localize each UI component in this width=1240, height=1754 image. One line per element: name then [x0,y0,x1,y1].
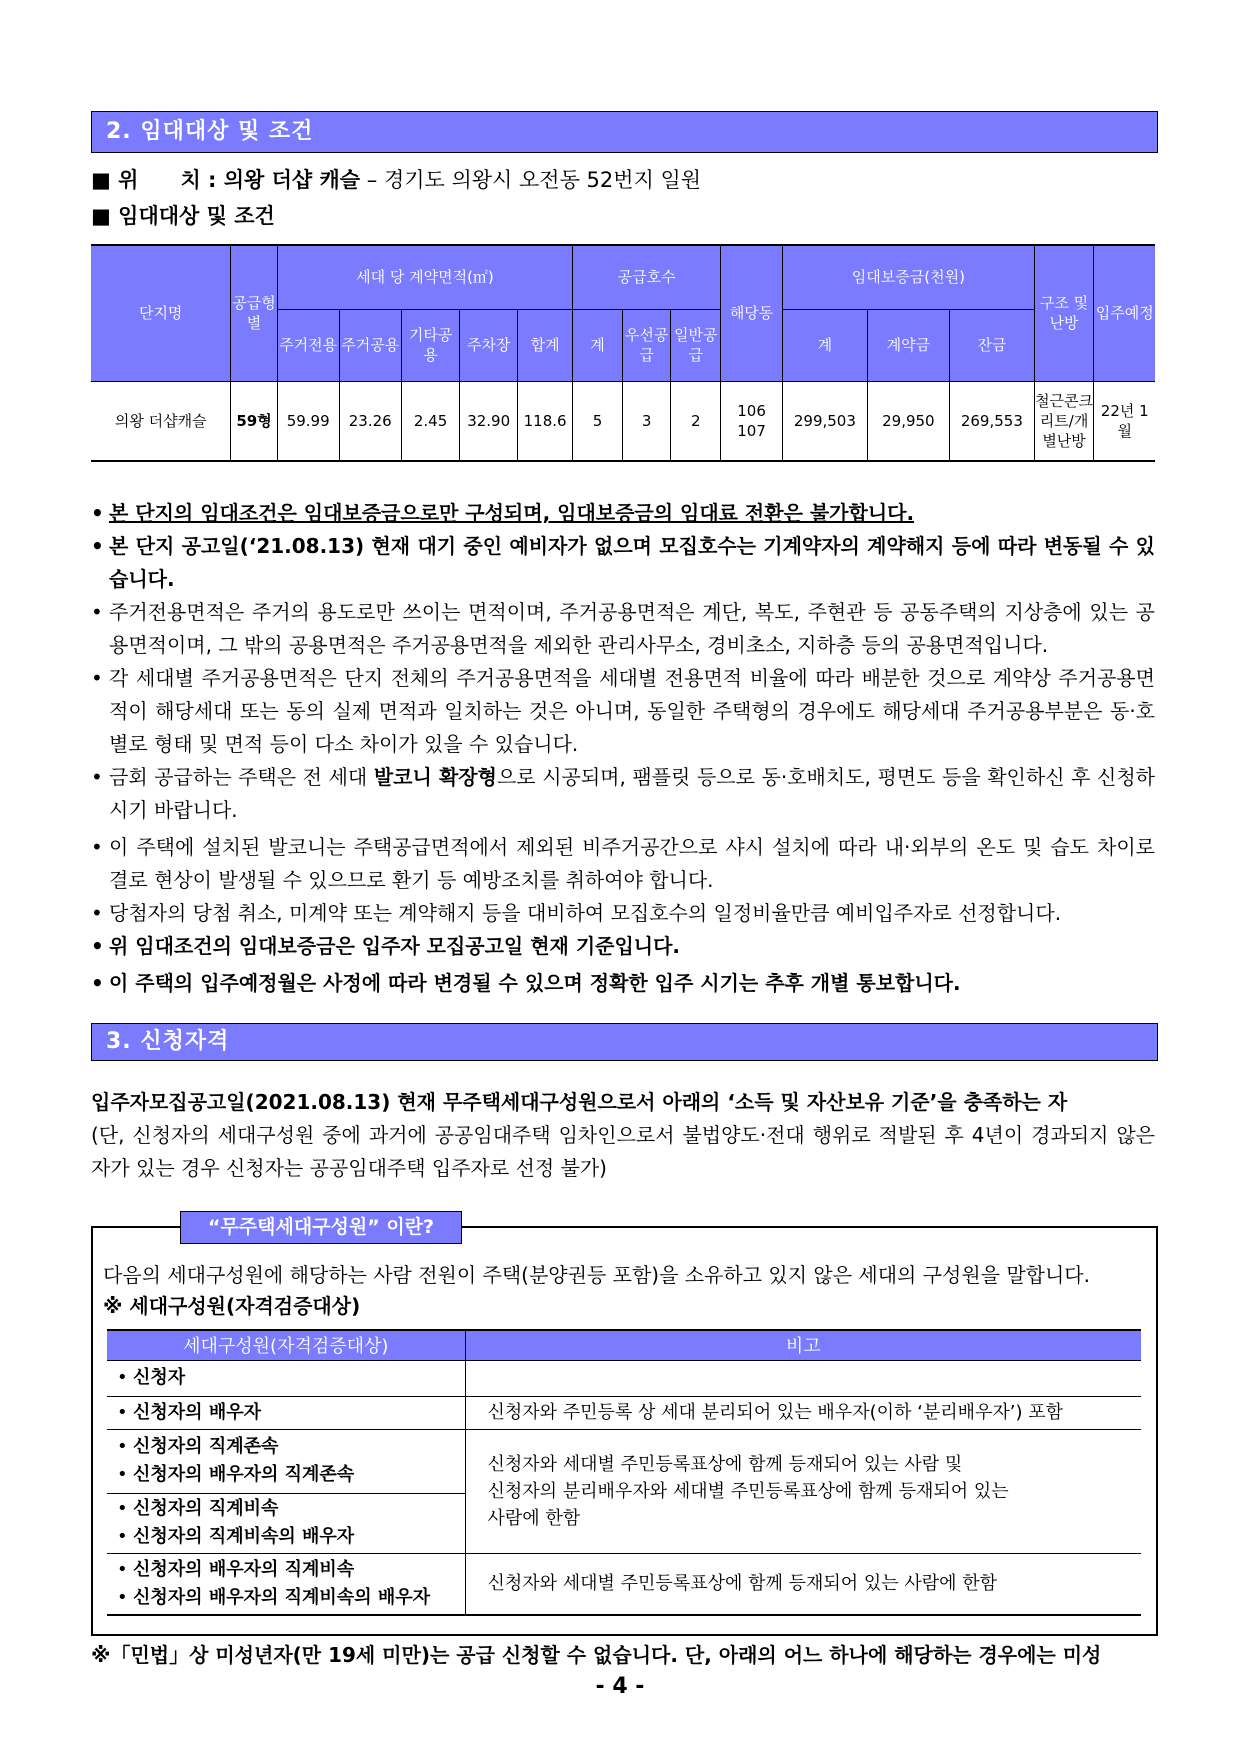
note-text: 신청자와 주민등록 상 세대 분리되어 있는 배우자(이하 ‘분리배우자’) 포함 [465,1396,1141,1429]
th-deposit-balance: 잔금 [950,309,1035,381]
cell-supply-type: 59형 [231,381,277,461]
th-area-other: 기타공용 [401,309,460,381]
member-item: • 신청자의 배우자의 직계존속 [117,1461,465,1489]
location-label: ■ 위 치 : 의왕 더샵 캐슬 [91,168,361,192]
bullet-item: • 이 주택에 설치된 발코니는 주택공급면적에서 제외된 비주거공간으로 샤시 설치에 따라 내·외부의 온도 및 습도 차이로 결로 현상이 발생될 수 있으므로 환기 등 예방조치를 취하여야 합니다. [91,831,1155,897]
th-area-common: 주거공용 [339,309,401,381]
member-item: • 신청자의 직계비속 [117,1495,465,1523]
table-row [107,1553,1141,1615]
table-row [91,381,1155,461]
bullet-item: • 각 세대별 주거공용면적은 단지 전체의 주거공용면적을 세대별 전용면적 비율에 따라 배분한 것으로 계약상 주거공용면적이 해당세대 또는 동의 실제 면적과 일치하는 것은 아니며, 동일한 주택형의 경우에도 해당세대 주거공용부분은 동·호별로 형태 및 면적 등이 다소 차이가 있을 수 있습니다. [91,662,1155,761]
bullet-item: • 위 임대조건의 임대보증금은 입주자 모집공고일 현재 기준입니다. [91,930,1155,963]
bullet-item: • 당첨자의 당첨 취소, 미계약 또는 계약해지 등을 대비하여 모집호수의 일정비율만큼 예비입주자로 선정합니다. [91,897,1155,930]
th-building: 해당동 [721,245,783,381]
qualification-note: (단, 신청자의 세대구성원 중에 과거에 공공임대주택 임차인으로서 불법양도·전대 행위로 적발된 후 4년이 경과되지 않은 자가 있는 경우 신청자는 공공임대주택 입주자로 선정 불가) [91,1123,1155,1180]
notice-bullets [91,497,1155,1000]
th-units-group: 공급호수 [573,245,721,309]
box-subtitle: ※ 세대구성원(자격검증대상) [103,1294,361,1318]
th-member: 세대구성원(자격검증대상) [107,1330,465,1360]
cell-units-general: 2 [671,381,721,461]
th-units-general: 일반공급 [671,309,721,381]
section-3-header: 3. 신청자격 [91,1023,1158,1061]
bullet-item: • 주거전용면적은 주거의 용도로만 쓰이는 면적이며, 주거공용면적은 계단, 복도, 주현관 등 공동주택의 지상층에 있는 공용면적이며, 그 밖의 공용면적은 주거공용면적을 제외한 관리사무소, 경비초소, 지하층 등의 공용면적입니다. [91,596,1155,662]
cell-structure: 철근콘크리트/개별난방 [1034,381,1094,461]
cell-move-in: 22년 1월 [1094,381,1155,461]
th-note: 비고 [465,1330,1141,1360]
member-item: • 신청자의 배우자의 직계비속의 배우자 [117,1584,465,1612]
page-number: - 4 - [595,1674,645,1699]
cell-deposit-balance: 269,553 [950,381,1035,461]
th-area-private: 주거전용 [277,309,339,381]
household-member-table [107,1329,1141,1616]
note-text: 신청자와 세대별 주민등록표상에 함께 등재되어 있는 사람에 한함 [465,1553,1141,1615]
bullet-item: • 본 단지의 임대조건은 임대보증금으로만 구성되며, 임대보증금의 임대료 전환은 불가합니다. [91,497,1155,530]
cell-complex: 의왕 더샵캐슬 [91,381,231,461]
box-tag: “무주택세대구성원” 이란? [180,1211,462,1244]
note-text: 신청자와 세대별 주민등록표상에 함께 등재되어 있는 사람 및 신청자의 분리배우자와 세대별 주민등록표상에 함께 등재되어 있는 사람에 한함 [465,1429,1141,1553]
section-2-header: 2. 임대대상 및 조건 [91,111,1158,153]
rental-conditions-table [91,244,1155,462]
cell-area-parking: 32.90 [460,381,518,461]
bullet-item: • 이 주택의 입주예정월은 사정에 따라 변경될 수 있으며 정확한 입주 시기는 추후 개별 통보합니다. [91,967,1155,1000]
th-move-in: 입주예정 [1094,245,1155,381]
cell-area-private: 59.99 [277,381,339,461]
member-item: • 신청자의 배우자의 직계비속 [117,1556,465,1584]
household-member-box [91,1216,1158,1636]
cell-area-common: 23.26 [339,381,401,461]
member-item: • 신청자의 직계비속의 배우자 [117,1523,465,1551]
bullet-item: • 금회 공급하는 주택은 전 세대 발코니 확장형으로 시공되며, 팸플릿 등으로 동·호배치도, 평면도 등을 확인하신 후 신청하시기 바랍니다. [91,761,1155,827]
cell-area-total: 118.6 [517,381,572,461]
qualification-main: 입주자모집공고일(2021.08.13) 현재 무주택세대구성원으로서 아래의 ‘소득 및 자산보유 기준’을 충족하는 자 [91,1090,1068,1114]
th-complex: 단지명 [91,245,231,381]
location-value: – 경기도 의왕시 오전동 52번지 일원 [366,168,702,192]
conditions-label: ■ 임대대상 및 조건 [91,204,275,228]
table-row [107,1360,1141,1396]
cell-area-other: 2.45 [401,381,460,461]
minor-footnote: ※「민법」상 미성년자(만 19세 미만)는 공급 신청할 수 없습니다. 단, 아래의 어느 하나에 해당하는 경우에는 미성 [91,1643,1102,1667]
cell-units-priority: 3 [622,381,671,461]
member-item: • 신청자의 배우자 [117,1399,465,1427]
location-line [91,166,701,194]
th-deposit-total: 계 [783,309,868,381]
th-deposit-contract: 계약금 [867,309,949,381]
box-description: 다음의 세대구성원에 해당하는 사람 전원이 주택(분양권등 포함)을 소유하고 있지 않은 세대의 구성원을 말합니다. [103,1263,1090,1287]
th-structure: 구조 및 난방 [1034,245,1094,381]
th-area-total: 합계 [517,309,572,381]
th-supply-type: 공급형별 [231,245,277,381]
th-deposit-group: 임대보증금(천원) [783,245,1035,309]
member-item: • 신청자 [117,1364,465,1392]
th-units-priority: 우선공급 [622,309,671,381]
bullet-item: • 본 단지 공고일(‘21.08.13) 현재 대기 중인 예비자가 없으며 모집호수는 기계약자의 계약해지 등에 따라 변동될 수 있습니다. [91,530,1155,596]
cell-building: 106 107 [721,381,783,461]
table-row [107,1396,1141,1429]
th-area-group: 세대 당 계약면적(㎡) [277,245,573,309]
table-row [107,1429,1141,1493]
cell-units-total: 5 [573,381,623,461]
member-item: • 신청자의 직계존속 [117,1433,465,1461]
cell-deposit-contract: 29,950 [867,381,949,461]
th-area-parking: 주차장 [460,309,518,381]
cell-deposit-total: 299,503 [783,381,868,461]
th-units-total: 계 [573,309,623,381]
